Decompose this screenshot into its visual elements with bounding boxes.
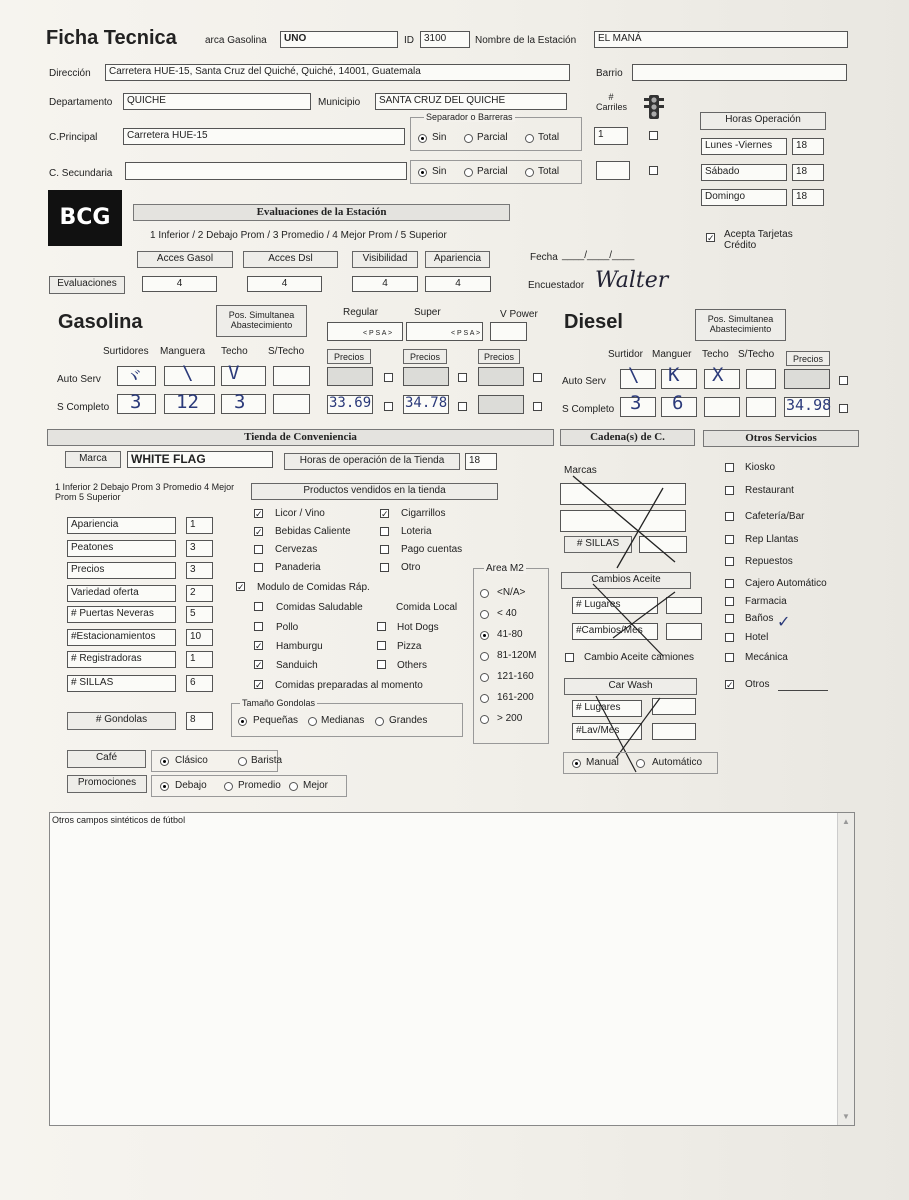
cafe-barista-label: Barista: [251, 755, 283, 766]
servicio-label: Mecánica: [745, 652, 788, 663]
rating-label: #Estacionamientos: [67, 629, 176, 646]
comidas-rapidas-label: Modulo de Comidas Ráp.: [257, 582, 370, 593]
rating-value[interactable]: 3: [186, 540, 213, 557]
principal-carriles-field[interactable]: 1: [594, 127, 628, 145]
scroll-down-icon[interactable]: ▼: [842, 1112, 850, 1121]
pollo-label: Pollo: [276, 622, 299, 633]
servicio-label: Baños: [745, 613, 774, 624]
rating-label: Variedad oferta: [67, 585, 176, 602]
area-option-label: < 40: [497, 608, 517, 619]
gas-auto-super-check[interactable]: [458, 373, 467, 382]
acces-gasol-field[interactable]: 4: [142, 276, 217, 292]
gas-auto-serv-label: Auto Serv: [57, 374, 101, 385]
secundaria-parcial-label: Parcial: [477, 166, 508, 177]
sabado-label: Sábado: [701, 164, 787, 181]
apariencia-header: Apariencia: [425, 251, 490, 268]
area-radio[interactable]: [480, 715, 489, 724]
direccion-field[interactable]: Carretera HUE-15, Santa Cruz del Quiché, Quiché, 14001, Guatemala: [105, 64, 570, 81]
gas-col-stecho: S/Techo: [268, 346, 305, 357]
secundaria-total-radio[interactable]: [525, 168, 534, 177]
secundaria-field[interactable]: [125, 162, 407, 180]
principal-parcial-radio[interactable]: [464, 134, 473, 143]
departamento-label: Departamento: [49, 97, 113, 108]
rating-label: # Registradoras: [67, 651, 176, 668]
diesel-completo-stecho[interactable]: [746, 397, 776, 417]
servicio-check[interactable]: [725, 486, 734, 495]
preparadas-label: Comidas preparadas al momento: [275, 680, 423, 691]
gas-auto-vpower-check[interactable]: [533, 373, 542, 382]
gas-auto-stecho[interactable]: [273, 366, 310, 386]
gas-completo-techo-value: 3: [234, 391, 246, 413]
rating-label: Apariencia: [67, 517, 176, 534]
hotdogs-label: Hot Dogs: [397, 622, 439, 633]
servicio-check[interactable]: [725, 614, 734, 623]
producto-label: Panaderia: [275, 562, 321, 573]
domingo-label: Domingo: [701, 189, 787, 206]
producto-label: Pago cuentas: [401, 544, 463, 555]
comida-local-label: Comida Local: [396, 602, 458, 613]
gas-completo-precio-regular-value: 33.69: [329, 395, 372, 411]
diesel-completo-techo[interactable]: [704, 397, 740, 417]
banos-check-mark: ✓: [777, 612, 791, 631]
cambios-cross-out: [585, 580, 695, 665]
cambios-lugares-label: # Lugares: [572, 597, 658, 614]
comidas-saludable-check[interactable]: [254, 602, 263, 611]
gas-auto-techo-mark: V: [228, 362, 240, 384]
diesel-col-manguer: Manguer: [652, 349, 692, 360]
cafe-label: Café: [67, 750, 146, 768]
gondolas-field[interactable]: 8: [186, 712, 213, 730]
acepta-tarjetas-check[interactable]: ✓: [707, 233, 715, 243]
carwash-manual-label: Manual: [586, 757, 619, 768]
promo-debajo-radio[interactable]: [160, 782, 169, 791]
cambio-camiones-label: Cambio Aceite camiones: [584, 652, 695, 663]
servicio-check[interactable]: [725, 557, 734, 566]
diesel-auto-precio[interactable]: [784, 369, 830, 389]
id-field[interactable]: 3100: [420, 31, 470, 48]
regular-label: Regular: [343, 307, 379, 318]
area-radio[interactable]: [480, 610, 489, 619]
area-option-label: 121-160: [497, 671, 534, 682]
rating-value[interactable]: 5: [186, 606, 213, 623]
gas-precios-vpower-header: Precios: [478, 349, 520, 364]
rating-value[interactable]: 1: [186, 651, 213, 668]
servicio-check[interactable]: ✓: [726, 680, 734, 690]
servicio-label: Farmacia: [745, 596, 787, 607]
evaluaciones-label: Evaluaciones: [49, 276, 125, 294]
apariencia-field[interactable]: 4: [425, 276, 491, 292]
principal-total-label: Total: [538, 132, 560, 143]
tienda-horas-field[interactable]: 18: [465, 453, 497, 470]
lunes-viernes-field[interactable]: 18: [792, 138, 824, 155]
area-radio[interactable]: [480, 589, 489, 598]
others-check[interactable]: [377, 660, 386, 669]
pizza-check[interactable]: [377, 641, 386, 650]
cadena-sillas-label: # SILLAS: [564, 536, 632, 553]
diesel-col-techo: Techo: [702, 349, 729, 360]
diesel-completo-manguer-value: 6: [672, 392, 684, 414]
lunes-viernes-label: Lunes -Viernes: [701, 138, 787, 155]
servicio-label: Hotel: [745, 632, 769, 643]
rating-value[interactable]: 1: [186, 517, 213, 534]
area-radio[interactable]: [480, 694, 489, 703]
tienda-scale: 1 Inferior 2 Debajo Prom 3 Promedio 4 Mejor Prom 5 Superior: [55, 482, 235, 502]
otros-field-line: [778, 690, 828, 691]
marca-gasolina-label: arca Gasolina: [205, 35, 267, 46]
cadena-cross-out: [565, 470, 690, 575]
carwash-automatico-label: Automático: [652, 757, 703, 768]
producto-check[interactable]: ✓: [255, 527, 263, 537]
producto-check[interactable]: [380, 563, 389, 572]
cafe-barista-radio[interactable]: [238, 757, 247, 766]
producto-check[interactable]: [380, 527, 389, 536]
servicio-label: Restaurant: [745, 485, 794, 496]
notes-scrollbar[interactable]: [837, 813, 854, 1125]
promociones-label: Promociones: [67, 775, 147, 793]
diesel-auto-surtidor-mark: \: [628, 364, 640, 386]
cambio-camiones-check[interactable]: [565, 653, 574, 662]
secundaria-carriles-check[interactable]: [649, 166, 658, 175]
gas-completo-regular-check[interactable]: [384, 402, 393, 411]
notes-textarea[interactable]: [49, 812, 855, 1126]
gas-s-completo-label: S Completo: [57, 402, 110, 413]
principal-label: C.Principal: [49, 132, 98, 143]
rating-value[interactable]: 10: [186, 629, 213, 646]
gasolina-title: Gasolina: [58, 311, 143, 333]
diesel-auto-serv-label: Auto Serv: [562, 376, 606, 387]
horas-operacion-title: Horas Operación: [700, 112, 826, 130]
sanduich-check[interactable]: ✓: [255, 660, 263, 670]
encuestador-signature: Walter: [595, 268, 669, 293]
cafe-clasico-label: Clásico: [175, 755, 208, 766]
diesel-title: Diesel: [564, 311, 623, 333]
servicio-label: Kiosko: [745, 462, 776, 473]
diesel-s-completo-label: S Completo: [562, 404, 615, 415]
acces-gasol-header: Acces Gasol: [137, 251, 233, 268]
gas-precios-super-header: Precios: [403, 349, 447, 364]
regular-psa-text: < P S A >: [363, 330, 393, 337]
domingo-field[interactable]: 18: [792, 189, 824, 206]
secundaria-parcial-radio[interactable]: [464, 168, 473, 177]
carwash-manual-radio[interactable]: [572, 759, 581, 768]
producto-check[interactable]: [254, 563, 263, 572]
area-radio[interactable]: [480, 652, 489, 661]
separador-label: Separador o Barreras: [426, 112, 513, 122]
vpower-label: V Power: [500, 309, 538, 320]
comidas-rapidas-check[interactable]: ✓: [237, 582, 245, 592]
servicio-label: Otros: [745, 679, 770, 690]
hotdogs-check[interactable]: [377, 622, 386, 631]
promo-promedio-radio[interactable]: [224, 782, 233, 791]
gas-auto-regular-check[interactable]: [384, 373, 393, 382]
tamano-grandes-radio[interactable]: [375, 717, 384, 726]
gas-auto-surtidores-mark: ヾ: [124, 366, 144, 388]
others-label: Others: [397, 660, 428, 671]
producto-label: Cigarrillos: [401, 508, 446, 519]
servicio-label: Rep Llantas: [745, 534, 799, 545]
hamburgu-check[interactable]: ✓: [255, 641, 263, 651]
servicio-check[interactable]: [725, 633, 734, 642]
comidas-saludable-label: Comidas Saludable: [276, 602, 363, 613]
principal-carriles-check[interactable]: [649, 131, 658, 140]
nombre-estacion-label: Nombre de la Estación: [475, 35, 577, 46]
gas-completo-precio-vpower[interactable]: [478, 395, 524, 414]
rating-label: # Puertas Neveras: [67, 606, 176, 623]
servicio-check[interactable]: [725, 512, 734, 521]
servicio-check[interactable]: [725, 463, 734, 472]
traffic-light-icon: [643, 94, 665, 125]
car-wash-title: Car Wash: [564, 678, 697, 695]
notes-text: Otros campos sintéticos de fútbol: [52, 815, 186, 825]
rating-value[interactable]: 3: [186, 562, 213, 579]
diesel-completo-surtidor-value: 3: [630, 392, 642, 414]
secundaria-sin-label: Sin: [432, 166, 447, 177]
preparadas-check[interactable]: ✓: [255, 680, 263, 690]
vpower-psa-field[interactable]: [490, 322, 527, 341]
tamano-grandes-label: Grandes: [389, 715, 428, 726]
secundaria-total-label: Total: [538, 166, 560, 177]
rating-value[interactable]: 2: [186, 585, 213, 602]
cambios-mes-label: #Cambios/Mes: [572, 623, 658, 640]
producto-label: Licor / Vino: [275, 508, 325, 519]
acces-dsl-field[interactable]: 4: [247, 276, 322, 292]
servicio-check[interactable]: [725, 579, 734, 588]
gondolas-label: # Gondolas: [67, 712, 176, 730]
sanduich-label: Sanduich: [276, 660, 318, 671]
diesel-auto-stecho[interactable]: [746, 369, 776, 389]
rating-label: Precios: [67, 562, 176, 579]
tamano-label: Tamaño Gondolas: [242, 698, 316, 708]
cadena-marcas-label: Marcas: [564, 465, 597, 476]
gas-col-manguera: Manguera: [160, 346, 206, 357]
producto-label: Cervezas: [275, 544, 318, 555]
gas-completo-vpower-check[interactable]: [533, 402, 542, 411]
gas-auto-precio-regular[interactable]: [327, 367, 373, 386]
area-option-label: 161-200: [497, 692, 534, 703]
diesel-completo-check[interactable]: [839, 404, 848, 413]
diesel-auto-techo-mark: X: [712, 364, 724, 386]
scroll-up-icon[interactable]: ▲: [842, 817, 850, 826]
gas-completo-stecho[interactable]: [273, 394, 310, 414]
gas-auto-precio-super[interactable]: [403, 367, 449, 386]
producto-check[interactable]: ✓: [381, 509, 389, 519]
bcg-logo-text: BCG: [59, 205, 111, 230]
gas-col-techo: Techo: [221, 346, 248, 357]
visibilidad-field[interactable]: 4: [352, 276, 418, 292]
area-radio[interactable]: [480, 673, 489, 682]
super-label: Super: [414, 307, 441, 318]
super-psa-text: < P S A >: [451, 330, 481, 337]
producto-label: Loteria: [401, 526, 432, 537]
encuestador-label: Encuestador: [528, 280, 585, 291]
visibilidad-header: Visibilidad: [352, 251, 418, 268]
servicio-label: Cafetería/Bar: [745, 511, 805, 522]
diesel-auto-manguer-mark: K: [668, 364, 680, 386]
tienda-horas-label: Horas de operación de la Tienda: [284, 453, 460, 470]
servicio-check[interactable]: [725, 535, 734, 544]
servicio-label: Repuestos: [745, 556, 793, 567]
producto-check[interactable]: [380, 545, 389, 554]
municipio-label: Municipio: [318, 97, 361, 108]
area-option-label: 81-120M: [497, 650, 537, 661]
secundaria-sin-radio[interactable]: [418, 168, 427, 177]
evaluaciones-scale: 1 Inferior / 2 Debajo Prom / 3 Promedio / 4 Mejor Prom / 5 Superior: [150, 230, 447, 241]
producto-check[interactable]: [254, 545, 263, 554]
diesel-col-stecho: S/Techo: [738, 349, 775, 360]
cafe-clasico-radio[interactable]: [160, 757, 169, 766]
secundaria-label: C. Secundaria: [49, 168, 113, 179]
servicio-check[interactable]: [725, 597, 734, 606]
carriles-label: # Carriles: [596, 92, 628, 112]
barrio-label: Barrio: [596, 68, 623, 79]
hamburgu-label: Hamburgu: [276, 641, 323, 652]
acces-dsl-header: Acces Dsl: [243, 251, 338, 268]
carwash-lugares-label: # Lugares: [572, 700, 642, 717]
gas-completo-precio-super-value: 34.78: [405, 395, 448, 411]
evaluaciones-title: Evaluaciones de la Estación: [133, 204, 510, 221]
page-title: Ficha Tecnica: [46, 27, 177, 49]
promo-mejor-label: Mejor: [303, 780, 329, 791]
gas-auto-manguera-mark: \: [182, 362, 194, 384]
gas-completo-manguera-value: 12: [176, 391, 199, 413]
bcg-logo: [48, 190, 122, 246]
tamano-medianas-label: Medianas: [321, 715, 365, 726]
diesel-precios-header: Precios: [786, 351, 830, 366]
area-label: Area M2: [486, 563, 524, 574]
diesel-pos-simultanea: Pos. Simultanea Abastecimiento: [695, 309, 786, 341]
marca-gasolina-field[interactable]: UNO: [280, 31, 398, 48]
barrio-field[interactable]: [632, 64, 847, 81]
acepta-tarjetas-label: Acepta Tarjetas Crédito: [724, 229, 793, 251]
departamento-field[interactable]: QUICHE: [123, 93, 311, 110]
cambios-aceite-title: Cambios Aceite: [561, 572, 691, 589]
gas-auto-precio-vpower[interactable]: [478, 367, 524, 386]
sabado-field[interactable]: 18: [792, 164, 824, 181]
municipio-field[interactable]: SANTA CRUZ DEL QUICHE: [375, 93, 567, 110]
otros-servicios-title: Otros Servicios: [703, 430, 859, 447]
principal-sin-radio[interactable]: [418, 134, 427, 143]
carwash-lav-label: #Lav/Mes: [572, 723, 642, 740]
area-option-label: 41-80: [497, 629, 523, 640]
tamano-medianas-radio[interactable]: [308, 717, 317, 726]
id-label: ID: [404, 35, 414, 46]
servicio-label: Cajero Automático: [745, 578, 827, 589]
gas-completo-surtidores-value: 3: [130, 391, 142, 413]
pizza-label: Pizza: [397, 641, 422, 652]
principal-field[interactable]: Carretera HUE-15: [123, 128, 405, 145]
secundaria-carriles-field[interactable]: [596, 161, 630, 180]
promo-debajo-label: Debajo: [175, 780, 207, 791]
tamano-pequenas-radio[interactable]: [238, 717, 247, 726]
promo-mejor-radio[interactable]: [289, 782, 298, 791]
tienda-title: Tienda de Conveniencia: [47, 429, 554, 446]
area-radio[interactable]: [480, 631, 489, 640]
principal-parcial-label: Parcial: [477, 132, 508, 143]
tamano-pequenas-label: Pequeñas: [253, 715, 299, 726]
cadena-title: Cadena(s) de C.: [560, 429, 695, 446]
productos-title: Productos vendidos en la tienda: [251, 483, 498, 500]
producto-label: Otro: [401, 562, 421, 573]
servicio-check[interactable]: [725, 653, 734, 662]
nombre-estacion-field[interactable]: EL MANÁ: [594, 31, 848, 48]
rating-value[interactable]: 6: [186, 675, 213, 692]
gas-completo-super-check[interactable]: [458, 402, 467, 411]
producto-check[interactable]: ✓: [255, 509, 263, 519]
direccion-label: Dirección: [49, 68, 91, 79]
tienda-marca-label: Marca: [65, 451, 121, 468]
area-option-label: <N/A>: [497, 587, 526, 598]
fecha-field[interactable]: ____/____/____: [562, 250, 635, 261]
producto-label: Bebidas Caliente: [275, 526, 351, 537]
rating-label: # SILLAS: [67, 675, 176, 692]
diesel-auto-check[interactable]: [839, 376, 848, 385]
promo-promedio-label: Promedio: [238, 780, 281, 791]
carwash-automatico-radio[interactable]: [636, 759, 645, 768]
diesel-col-surtidor: Surtidor: [608, 349, 644, 360]
area-option-label: > 200: [497, 713, 523, 724]
pollo-check[interactable]: [254, 622, 263, 631]
diesel-completo-precio-value: 34.98: [786, 396, 832, 414]
principal-total-radio[interactable]: [525, 134, 534, 143]
gas-precios-regular-header: Precios: [327, 349, 371, 364]
fecha-label: Fecha: [530, 252, 558, 263]
gas-col-surtidores: Surtidores: [103, 346, 149, 357]
gasolina-pos-simultanea: Pos. Simultanea Abastecimiento: [216, 305, 307, 337]
principal-sin-label: Sin: [432, 132, 447, 143]
tienda-marca-field[interactable]: WHITE FLAG: [127, 451, 273, 468]
rating-label: Peatones: [67, 540, 176, 557]
